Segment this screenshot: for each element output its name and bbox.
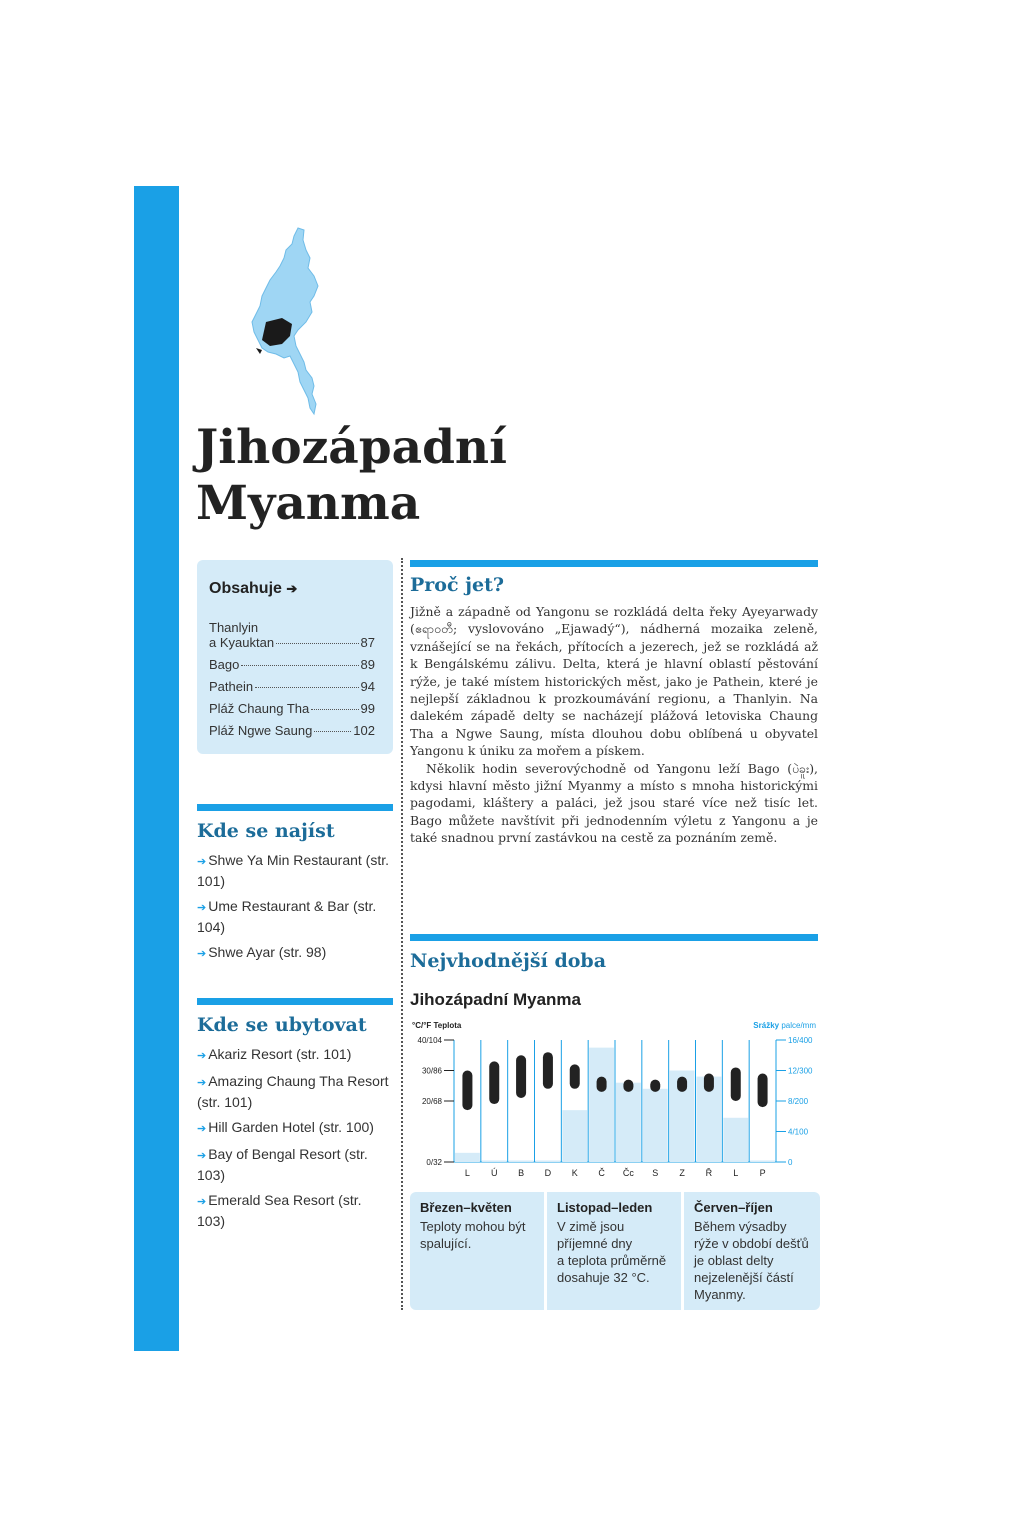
list-item[interactable]: ➔ Ume Restaurant & Bar (str. 104) (197, 898, 377, 935)
temp-range-bar (704, 1074, 714, 1092)
season-box: Listopad–leden V zimě jsou příjemné dny a teplota průměrně dosahuje 32 °C. (547, 1192, 681, 1310)
season-boxes (410, 1192, 820, 1310)
month-label: Ú (491, 1168, 498, 1178)
arrow-right-icon: ➔ (197, 948, 207, 960)
left-tick-label: 20/68 (421, 1097, 442, 1106)
section-rule (410, 934, 818, 941)
contents-item[interactable]: Pláž Ngwe Saung 102 (209, 723, 375, 738)
month-label: L (733, 1168, 739, 1178)
list-item[interactable]: ➔ Amazing Chaung Tha Resort (str. 101) (197, 1073, 389, 1110)
climate-chart (410, 1016, 820, 1184)
contents-heading: Obsahuje ➔ (209, 580, 298, 597)
right-tick-label: 12/300 (788, 1066, 813, 1076)
rain-bar (589, 1048, 614, 1162)
right-tick-label: 4/100 (788, 1127, 809, 1137)
temp-range-bar (570, 1064, 580, 1088)
rain-bar (455, 1153, 480, 1162)
right-tick-label: 0 (788, 1158, 793, 1167)
season-box: Březen–květen Teploty mohou být spalující. (410, 1192, 544, 1310)
list-item[interactable]: ➔ Akariz Resort (str. 101) (197, 1046, 352, 1062)
month-label: K (571, 1168, 578, 1178)
list-item[interactable]: ➔ Emerald Sea Resort (str. 103) (197, 1192, 362, 1229)
left-tick-label: 0/32 (426, 1158, 442, 1167)
myanmar-locator-map (240, 222, 340, 420)
arrow-right-icon: ➔ (286, 581, 298, 596)
contents-item[interactable]: Pathein 94 (209, 679, 375, 694)
why-heading: Proč jet? (410, 574, 505, 596)
left-axis-label: °C/°F Teplota (412, 1021, 462, 1030)
arrow-right-icon: ➔ (197, 1123, 207, 1135)
rain-bar (536, 1160, 561, 1162)
stay-heading: Kde se ubytovat (197, 1014, 367, 1036)
temp-range-bar (758, 1074, 768, 1108)
temp-range-bar (516, 1055, 526, 1098)
section-rule (197, 998, 393, 1005)
list-item[interactable]: ➔ Bay of Bengal Resort (str. 103) (197, 1146, 368, 1183)
month-label: Č (598, 1168, 605, 1178)
month-label: B (518, 1168, 525, 1178)
right-axis-label: Srážky palce/mm (753, 1021, 816, 1030)
right-tick-label: 8/200 (788, 1097, 809, 1106)
stay-list (197, 1045, 393, 1237)
contents-item[interactable]: Pláž Chaung Tha 99 (209, 701, 375, 716)
right-tick-label: 16/400 (788, 1036, 813, 1045)
rain-bar (509, 1160, 534, 1162)
temp-range-bar (543, 1052, 553, 1089)
eat-heading: Kde se najíst (197, 820, 335, 842)
month-label: Z (679, 1168, 685, 1178)
month-label: P (759, 1168, 766, 1178)
list-item[interactable]: ➔ Shwe Ayar (str. 98) (197, 944, 327, 960)
rain-bar (723, 1118, 748, 1162)
list-item[interactable]: ➔ Hill Garden Hotel (str. 100) (197, 1119, 374, 1135)
season-box: Červen–říjen Během výsadby rýže v období dešťů je oblast delty nejzelenější částí Myanmy. (684, 1192, 820, 1310)
contents-list (209, 620, 375, 745)
best-time-heading: Nejvhodnější doba (410, 950, 607, 972)
temp-range-bar (489, 1061, 499, 1104)
arrow-right-icon: ➔ (197, 1196, 207, 1208)
contents-item[interactable]: Bago 89 (209, 657, 375, 672)
rain-bar (643, 1089, 668, 1162)
eat-list (197, 851, 393, 970)
delta-island-shape (256, 348, 262, 354)
column-divider (401, 558, 403, 1310)
temp-range-bar (650, 1080, 660, 1092)
rain-bar (750, 1160, 775, 1162)
page-title: Jihozápadní Myanma (196, 420, 507, 531)
chart-title: Jihozápadní Myanma (410, 990, 581, 1009)
arrow-right-icon: ➔ (197, 1050, 207, 1062)
temp-range-bar (623, 1080, 633, 1092)
contents-box (197, 560, 393, 754)
month-label: D (544, 1168, 552, 1178)
list-item[interactable]: ➔ Shwe Ya Min Restaurant (str. 101) (197, 852, 390, 889)
temp-range-bar (677, 1077, 687, 1092)
arrow-right-icon: ➔ (197, 856, 207, 868)
month-label: Čc (622, 1168, 634, 1178)
arrow-right-icon: ➔ (197, 1077, 207, 1089)
why-body: Jižně a západně od Yangonu se rozkládá delta řeky Ayeyarwady (ဧရာဝတီ; vyslovováno „Ejawadý“), nádherná mozaika zeleně, vznášející se na řekách, přítocích a jezerech, jež se rozkládá až k Bengálskému zálivu. Delta, která je hlavní oblastí pěstování rýže, je také místem historických měst, jako je Pathein, které je nejlepší základnou k prozkoumávání regionu, a Thanlyin. Na dalekém západě delty se nacházejí plážová letoviska Chaung Tha a Ngwe Saung, místa dlouhou dobu oblíbená u obyvatel Yangonu k úniku za mořem a pískem. Několik hodin severovýchodně od Yangonu leží Bago (ပဲခူး), kdysi hlavní město jižní Myanmy a místo s mnoha historickými pagodami, kláštery a paláci, jež jsou staré více než tisíc let. Bago můžete navštívit při jednodenním výletu z Yangonu a je také snadnou první zastávkou na cestě za poznáním země. (410, 604, 818, 846)
month-label: S (652, 1168, 659, 1178)
left-tick-label: 40/104 (417, 1036, 442, 1045)
arrow-right-icon: ➔ (197, 902, 207, 914)
section-rule (410, 560, 818, 567)
page-accent-bar (134, 186, 179, 1351)
contents-item[interactable]: Thanlyin a Kyauktan 87 (209, 620, 375, 650)
temp-range-bar (462, 1071, 472, 1111)
month-label: Ř (705, 1168, 713, 1178)
section-rule (197, 804, 393, 811)
left-tick-label: 30/86 (421, 1066, 442, 1076)
arrow-right-icon: ➔ (197, 1150, 207, 1162)
temp-range-bar (731, 1067, 741, 1101)
rain-bar (616, 1083, 641, 1162)
rain-bar (562, 1110, 587, 1162)
rain-bar (482, 1160, 507, 1162)
month-label: L (464, 1168, 470, 1178)
temp-range-bar (597, 1077, 607, 1092)
